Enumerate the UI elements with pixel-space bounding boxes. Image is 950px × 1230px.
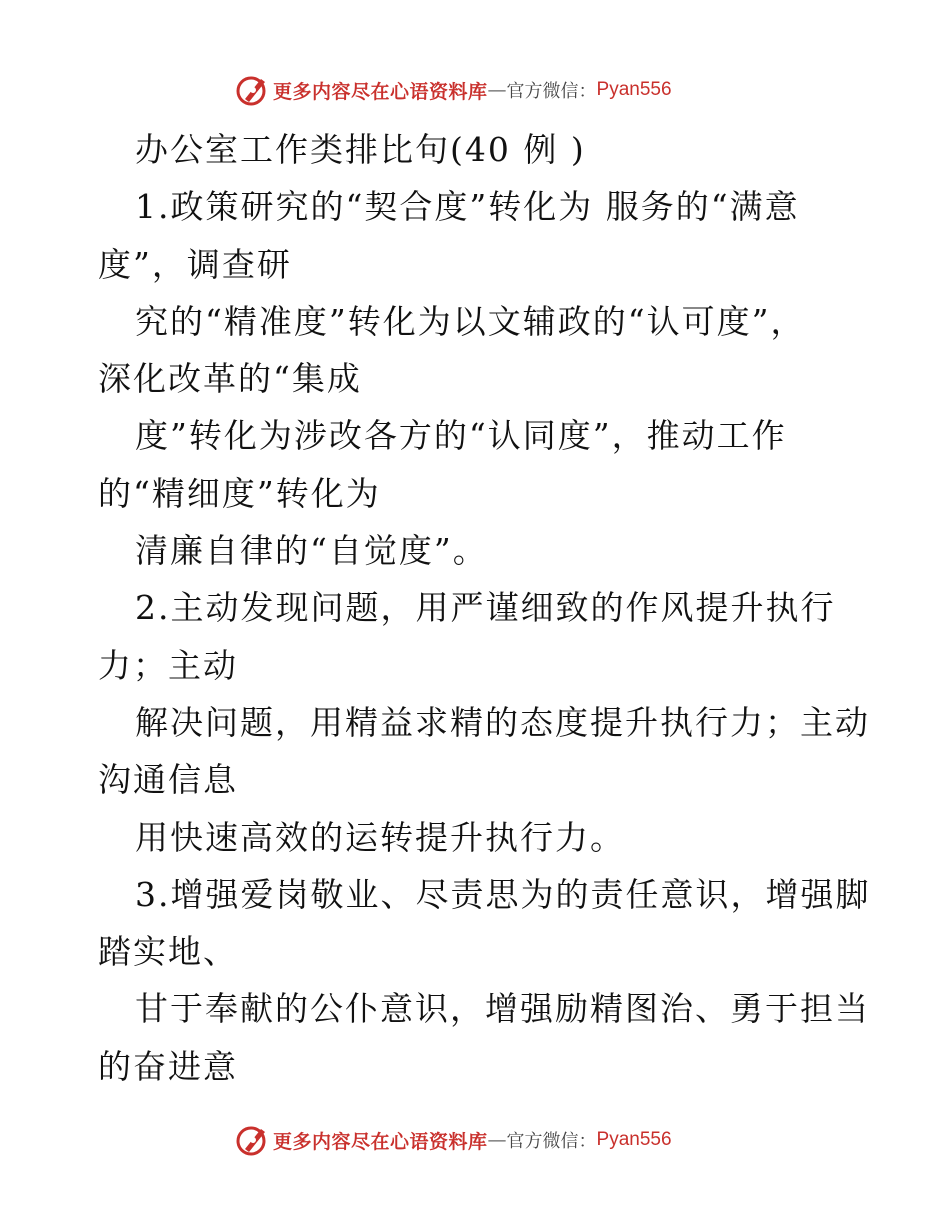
- banner-main-text: 更多内容尽在心语资料库: [273, 1130, 488, 1153]
- doc-line: 力；主动: [98, 645, 238, 685]
- doc-line: 沟通信息: [98, 760, 238, 800]
- banner-wechat-id: Pyan556: [596, 1129, 672, 1150]
- doc-line: 度”，调查研: [98, 244, 292, 284]
- doc-line: 的“精细度”转化为: [98, 473, 381, 513]
- banner-wechat-label: 官方微信：: [506, 81, 597, 102]
- doc-line: 3.增强爱岗敬业、尽责思为的责任意识，增强脚: [135, 874, 871, 914]
- header-watermark: [235, 72, 672, 108]
- banner-main-text: 更多内容尽在心语资料库: [273, 80, 488, 103]
- doc-line: 1.政策研究的“契合度”转化为 服务的“满意: [135, 187, 800, 227]
- doc-line: 踏实地、: [98, 932, 238, 972]
- doc-line: 的奋进意: [98, 1046, 238, 1086]
- doc-line: 清廉自律的“自觉度”。: [135, 531, 488, 571]
- doc-line: 度”转化为涉改各方的“认同度”，推动工作: [135, 416, 787, 456]
- doc-line: 解决问题，用精益求精的态度提升执行力；主动: [135, 702, 870, 742]
- banner-dash: —: [487, 1129, 507, 1151]
- doc-title: 办公室工作类排比句(40 例 ): [135, 130, 586, 169]
- doc-line: 究的“精准度”转化为以文辅政的“认可度”，: [135, 301, 806, 341]
- banner-wechat-label: 官方微信：: [506, 1131, 597, 1152]
- doc-line: 甘于奉献的公仆意识，增强励精图治、勇于担当: [135, 989, 870, 1029]
- doc-line: 2.主动发现问题，用严谨细致的作风提升执行: [135, 588, 836, 628]
- banner-dash: —: [487, 79, 507, 101]
- doc-line: 深化改革的“集成: [98, 359, 362, 399]
- document-body: [98, 121, 878, 1095]
- doc-line: 用快速高效的运转提升执行力。: [135, 817, 625, 857]
- pen-logo-icon: [235, 73, 269, 107]
- banner-wechat-id: Pyan556: [596, 79, 672, 100]
- footer-watermark: [235, 1122, 672, 1158]
- pen-logo-icon: [235, 1123, 269, 1157]
